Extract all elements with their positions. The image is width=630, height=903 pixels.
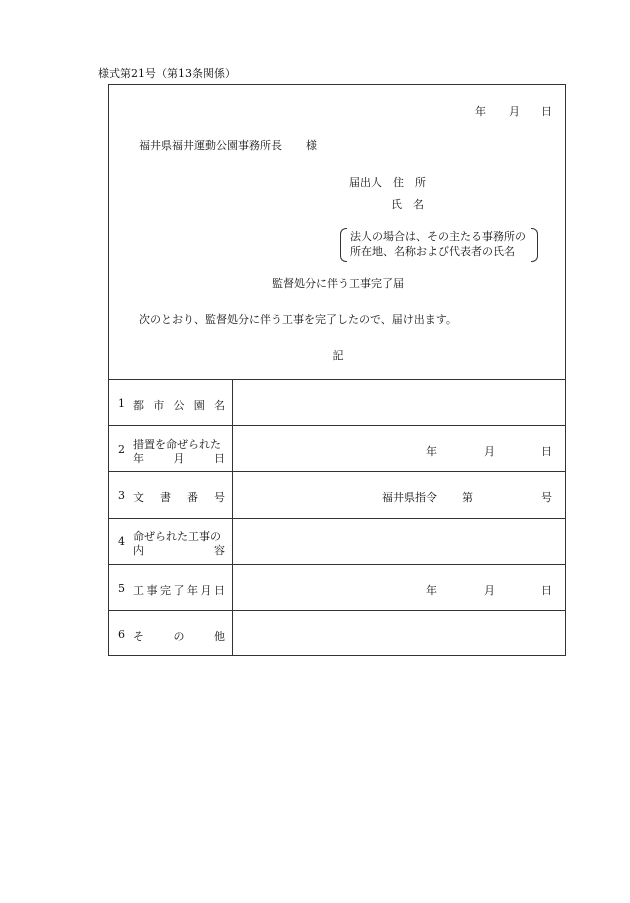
park-name-label	[133, 397, 225, 413]
ordered-date-label-line1: 措置を命ぜられた	[133, 438, 221, 451]
document-number-go: 号	[541, 491, 552, 504]
ordered-date-label-line2	[133, 450, 225, 466]
addressee	[139, 140, 317, 151]
completion-month: 月	[484, 584, 495, 597]
label-char: 月	[173, 452, 185, 465]
row-number: 4	[118, 535, 125, 548]
label-char: 年	[187, 584, 198, 597]
row-divider	[109, 564, 565, 565]
label-char: 名	[214, 399, 225, 412]
completion-year: 年	[426, 584, 437, 597]
corporate-note	[340, 228, 538, 260]
body-text: 次のとおり、監督処分に伴う工事を完了したので、届け出ます。	[139, 313, 457, 326]
label-char: 都	[133, 399, 144, 412]
label-char: 了	[173, 584, 185, 597]
date-month-label: 月	[509, 105, 520, 118]
table-top-line	[109, 379, 565, 380]
document-number-prefix: 福井県指令	[382, 491, 437, 504]
document-number-label	[133, 489, 225, 505]
ordered-month: 月	[484, 445, 495, 458]
label-char: 完	[160, 584, 171, 597]
park-name-value[interactable]	[232, 385, 565, 421]
ordered-work-value[interactable]	[232, 524, 565, 560]
label-char: 園	[193, 399, 205, 412]
applicant-name-label: 氏 名	[391, 198, 424, 211]
form-frame	[108, 84, 566, 656]
label-char: そ	[133, 630, 144, 643]
row-number: 1	[118, 397, 125, 410]
applicant-address-label: 届出人 住 所	[349, 176, 426, 189]
document-title: 監督処分に伴う工事完了届	[272, 277, 404, 290]
form-number: 様式第21号（第13条関係）	[98, 67, 236, 80]
ordered-work-label-line2	[133, 542, 225, 558]
label-char: 容	[214, 544, 225, 557]
ki-mark: 記	[332, 349, 344, 362]
addressee-honorific: 様	[306, 139, 317, 152]
label-char: 文	[133, 491, 144, 504]
label-char: 月	[200, 584, 212, 597]
other-value[interactable]	[232, 616, 565, 652]
ordered-work-label-line1: 命ぜられた工事の	[133, 530, 221, 543]
date-year-label: 年	[475, 105, 486, 118]
note-line-1: 法人の場合は、その主たる事務所の	[350, 230, 526, 243]
other-label	[133, 628, 225, 644]
label-char: 他	[214, 630, 225, 643]
ordered-year: 年	[426, 445, 437, 458]
label-char: 工	[133, 584, 144, 597]
label-char: 市	[153, 399, 165, 412]
label-char: 公	[173, 399, 185, 412]
row-number: 2	[118, 443, 125, 456]
label-char: 日	[214, 584, 225, 597]
row-divider	[109, 471, 565, 472]
right-bracket	[531, 228, 538, 262]
row-number: 3	[118, 489, 125, 502]
date-day-label: 日	[541, 105, 552, 118]
row-divider	[109, 425, 565, 426]
completion-date-label	[133, 582, 225, 598]
label-char: 号	[214, 491, 225, 504]
addressee-name: 福井県福井運動公園事務所長	[139, 139, 282, 152]
label-char: 日	[214, 452, 225, 465]
row-number: 6	[118, 628, 125, 641]
label-char: 年	[133, 452, 144, 465]
label-char: 番	[187, 491, 198, 504]
row-divider	[109, 518, 565, 519]
left-bracket	[340, 228, 347, 262]
note-line-2: 所在地、名称および代表者の氏名	[350, 245, 515, 258]
completion-day: 日	[541, 584, 552, 597]
row-number: 5	[118, 582, 125, 595]
label-char: 内	[133, 544, 144, 557]
ordered-day: 日	[541, 445, 552, 458]
row-divider	[109, 610, 565, 611]
label-char: 事	[146, 584, 158, 597]
label-char: 書	[160, 491, 171, 504]
document-number-dai: 第	[462, 491, 473, 504]
label-char: の	[173, 630, 185, 643]
